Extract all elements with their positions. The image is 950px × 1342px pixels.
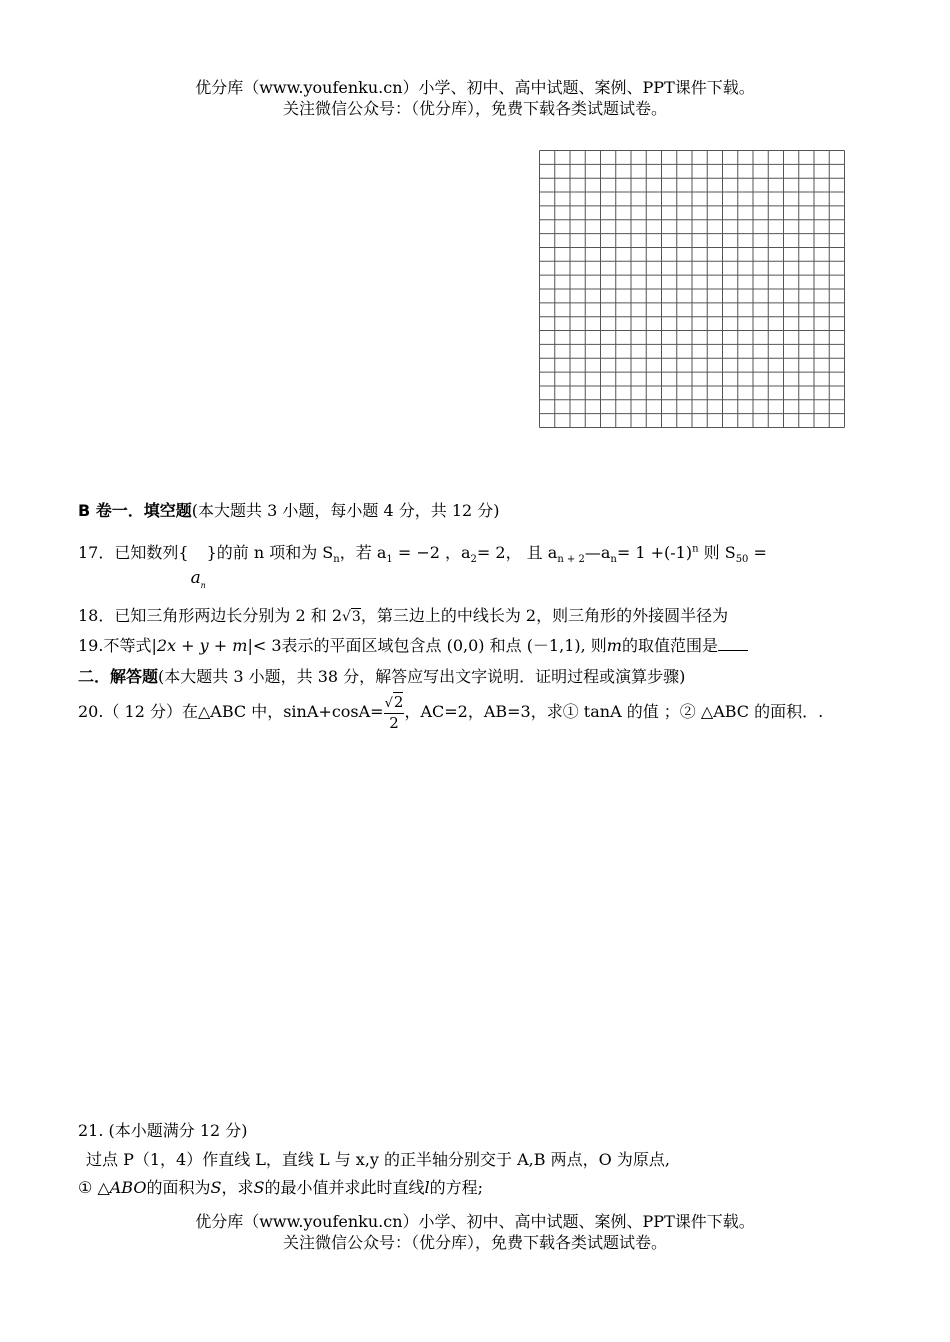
q17-an-sub: n [610, 554, 617, 566]
q17-exp: n [692, 543, 699, 555]
q18-text-1: 已知三角形两边长分别为 2 和 2 [114, 606, 342, 625]
header-line-2: 关注微信公众号：（优分库），免费下载各类试题试卷。 [282, 99, 667, 118]
q17-cond-6: 则 S [698, 543, 736, 562]
q17-cond-5: = 1 +(-1) [616, 543, 693, 562]
question-17 [78, 540, 767, 590]
section-2-title: 二．解答题 [78, 667, 159, 686]
q21-line-1: 过点 P（1，4）作直线 L，直线 L 与 x,y 的正半轴分别交于 A,B 两点，O 为原点, [86, 1150, 670, 1169]
section-2-heading [78, 664, 685, 687]
q19-text-2: |< 3表示的平面区域包含点 (0,0) 和点 (－1,1), 则 [247, 636, 607, 655]
footer-line-1: 优分库（www.youfenku.cn）小学、初中、高中试题、案例、PPT课件下载。 [195, 1212, 755, 1231]
section-2-desc: (本大题共 3 小题，共 38 分，解答应写出文字说明．证明过程或演算步骤) [158, 667, 686, 686]
q17-an2-sub: n + 2 [557, 554, 585, 566]
q17-number: 17． [78, 543, 115, 562]
answer-grid [539, 150, 845, 428]
q17-var-n: n [200, 581, 206, 590]
q19-expression: 2x + y + m [156, 636, 248, 655]
q21-var-s2: S [253, 1178, 265, 1197]
q21-abo: ABO [109, 1178, 147, 1197]
q17-a1-sub: 1 [386, 554, 393, 566]
q20-fraction: $\frac{√2}{2}$ [384, 693, 404, 732]
section-b-heading [78, 498, 500, 521]
section-b-desc: (本大题共 3 小题，每小题 4 分，共 12 分) [191, 501, 500, 520]
q21-text-d: 的最小值并求此时直线 [264, 1178, 425, 1197]
q21-var-l: l [424, 1178, 430, 1197]
q17-s-sub: n [333, 554, 340, 566]
q17-text-before: 已知数列{ [114, 543, 189, 562]
section-b-title: B 卷一．填空题 [78, 501, 192, 520]
q20-frac-numerator: 2 [393, 693, 404, 711]
question-20 [78, 693, 823, 732]
q21-text-c: ，求 [221, 1178, 254, 1197]
header-line-1: 优分库（www.youfenku.cn）小学、初中、高中试题、案例、PPT课件下载。 [195, 78, 755, 97]
q21-circle-number: ① [78, 1178, 93, 1197]
q19-text-3: 的取值范围是 [621, 636, 718, 655]
q20-frac-denominator: 2 [389, 714, 399, 732]
footer-line-2: 关注微信公众号：（优分库），免费下载各类试题试卷。 [282, 1233, 667, 1252]
q21-triangle-symbol: △ [97, 1178, 110, 1197]
q17-text-mid: }的前 n 项和为 S [206, 543, 334, 562]
question-19 [78, 633, 748, 656]
q21-title: 21. (本小题满分 12 分) [78, 1121, 248, 1140]
q17-cond-1: ，若 a [339, 543, 387, 562]
q17-var-a: a [190, 568, 201, 588]
q21-var-s1: S [210, 1178, 222, 1197]
q18-text-2: ，第三边上的中线长为 2，则三角形的外接圆半径为 [360, 606, 729, 625]
q17-a2-sub: 2 [470, 554, 477, 566]
q19-number: 19. [78, 636, 104, 655]
q20-text-1: 20.（ 12 分）在△ABC 中，sinA+cosA= [78, 702, 384, 721]
q19-var-m: m [606, 636, 622, 655]
q17-cond-2: = −2 ，a [392, 543, 471, 562]
q20-text-2: ，AC=2，AB=3，求① tanA 的值 ；② △ABC 的面积．. [404, 702, 824, 721]
q18-sqrt-value: 3 [351, 609, 361, 625]
q17-cond-7: = [748, 543, 767, 562]
q21-text-b: 的面积为 [146, 1178, 211, 1197]
q18-number: 18． [78, 606, 115, 625]
q17-s50-sub: 50 [735, 554, 749, 566]
q19-text-1: 不等式| [103, 636, 157, 655]
q17-cond-3: = 2， 且 a [476, 543, 558, 562]
q17-cond-4: —a [584, 543, 611, 562]
q21-line-2 [78, 1175, 483, 1198]
q21-text-e: 的方程; [429, 1178, 483, 1197]
q19-answer-blank[interactable] [718, 650, 748, 651]
question-18: 18．已知三角形两边长分别为 2 和 2√3，第三边上的中线长为 2，则三角形的外接圆半径为 [78, 606, 729, 625]
